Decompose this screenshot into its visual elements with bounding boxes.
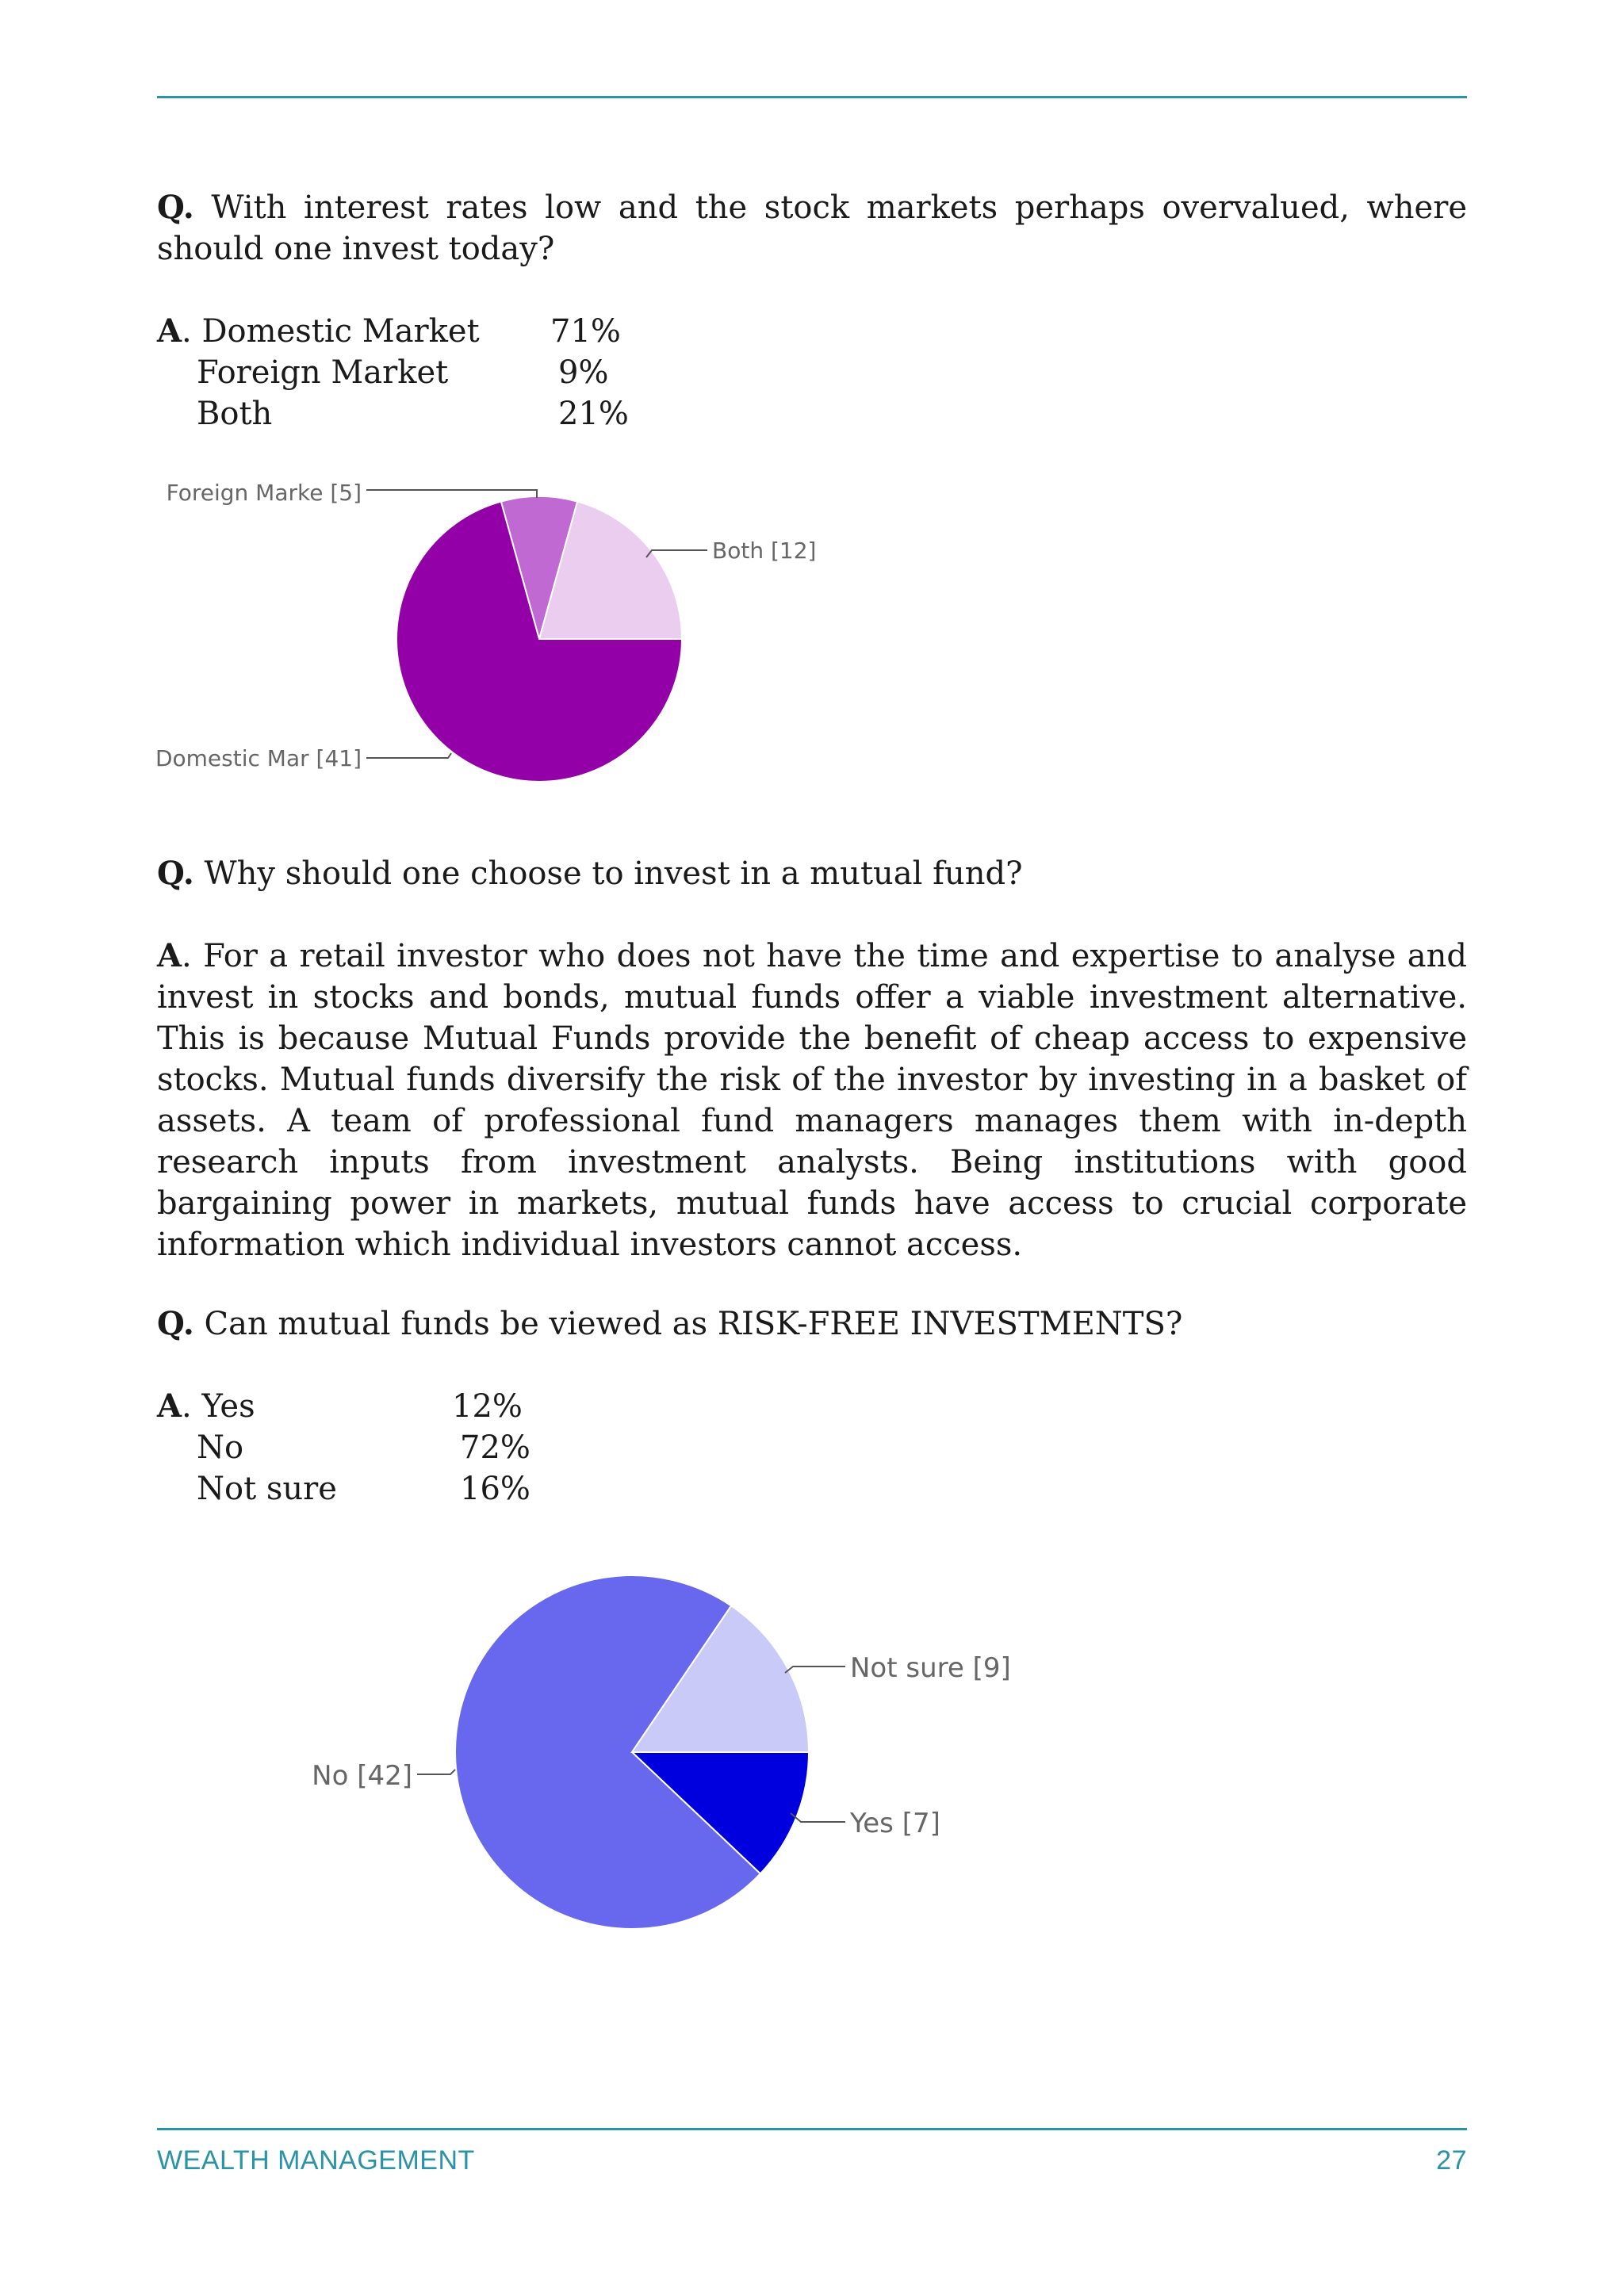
pie-chart-2-labels: [312, 1652, 1011, 1839]
answer-label: Yes: [201, 1388, 255, 1425]
answer-value: 72%: [460, 1429, 530, 1466]
slice-label-foreign-market: Foreign Marke [5]: [166, 480, 362, 506]
pie-slice-no: [455, 1575, 760, 1929]
answer-value: 12%: [452, 1388, 523, 1425]
answer-2-paragraph: A. For a retail investor who does not have the time and expertise to analyse and invest in stocks and bonds, mutual funds offer a viable investment alternative. This is because Mutual Funds provide the benefit of cheap access to expensive stocks. Mutual funds diversify the risk of the investor by investing in a basket of assets. A team of professional fund managers manages them with in-depth research inputs from investment analysts. Being institutions with good bargaining power in markets, mutual funds have access to crucial corporate information which individual investors cannot access.: [157, 937, 1467, 1263]
answer-value: 71%: [550, 313, 621, 350]
answer-3-row-1: A. Yes: [157, 1387, 255, 1425]
question-2: Q. Why should one choose to invest in a mutual fund?: [157, 855, 1023, 892]
question-3: Q. Can mutual funds be viewed as RISK-FREE INVESTMENTS?: [157, 1305, 1183, 1342]
answer-value: 21%: [558, 396, 629, 432]
slice-label-yes: Yes [7]: [850, 1808, 940, 1839]
page-number: 27: [1436, 2145, 1467, 2175]
answer-label: No: [197, 1429, 244, 1466]
answer-label: Foreign Market: [197, 354, 449, 391]
question-1: Q. With interest rates low and the stock markets perhaps overvalued, where should one invest today?: [157, 189, 1468, 267]
footer-title: WEALTH MANAGEMENT: [157, 2145, 475, 2175]
header-rule: [157, 96, 1467, 98]
pie-slice-not-sure: [632, 1605, 809, 1752]
pie-slice-foreign-marke: [501, 496, 577, 639]
leader-line: [366, 490, 537, 498]
pie-slice-domestic-mar: [396, 502, 682, 782]
slice-label-domestic-market: Domestic Mar [41]: [155, 745, 362, 771]
footer-rule: [157, 2128, 1467, 2130]
answer-label: Domestic Market: [201, 313, 480, 350]
leader-line: [791, 1813, 845, 1822]
answer-value: 16%: [460, 1471, 530, 1507]
answer-label: Not sure: [197, 1471, 337, 1507]
leader-line: [646, 550, 707, 557]
slice-label-no: No [42]: [312, 1760, 412, 1792]
pie-chart-1-slices: [396, 496, 682, 782]
pie-slice-yes: [632, 1752, 809, 1873]
pie-chart-1-labels: [155, 480, 817, 771]
slice-label-not-sure: Not sure [9]: [850, 1652, 1011, 1684]
pie-slice-both: [539, 502, 682, 639]
leader-line: [366, 753, 451, 758]
slice-label-both: Both [12]: [712, 538, 817, 564]
leader-line: [417, 1770, 455, 1774]
answer-1-row-1: A. Domestic Market: [157, 312, 480, 350]
answer-value: 9%: [558, 354, 609, 391]
answer-label: Both: [197, 396, 273, 432]
pie-chart-2-slices: [455, 1575, 809, 1929]
leader-line: [785, 1667, 845, 1673]
